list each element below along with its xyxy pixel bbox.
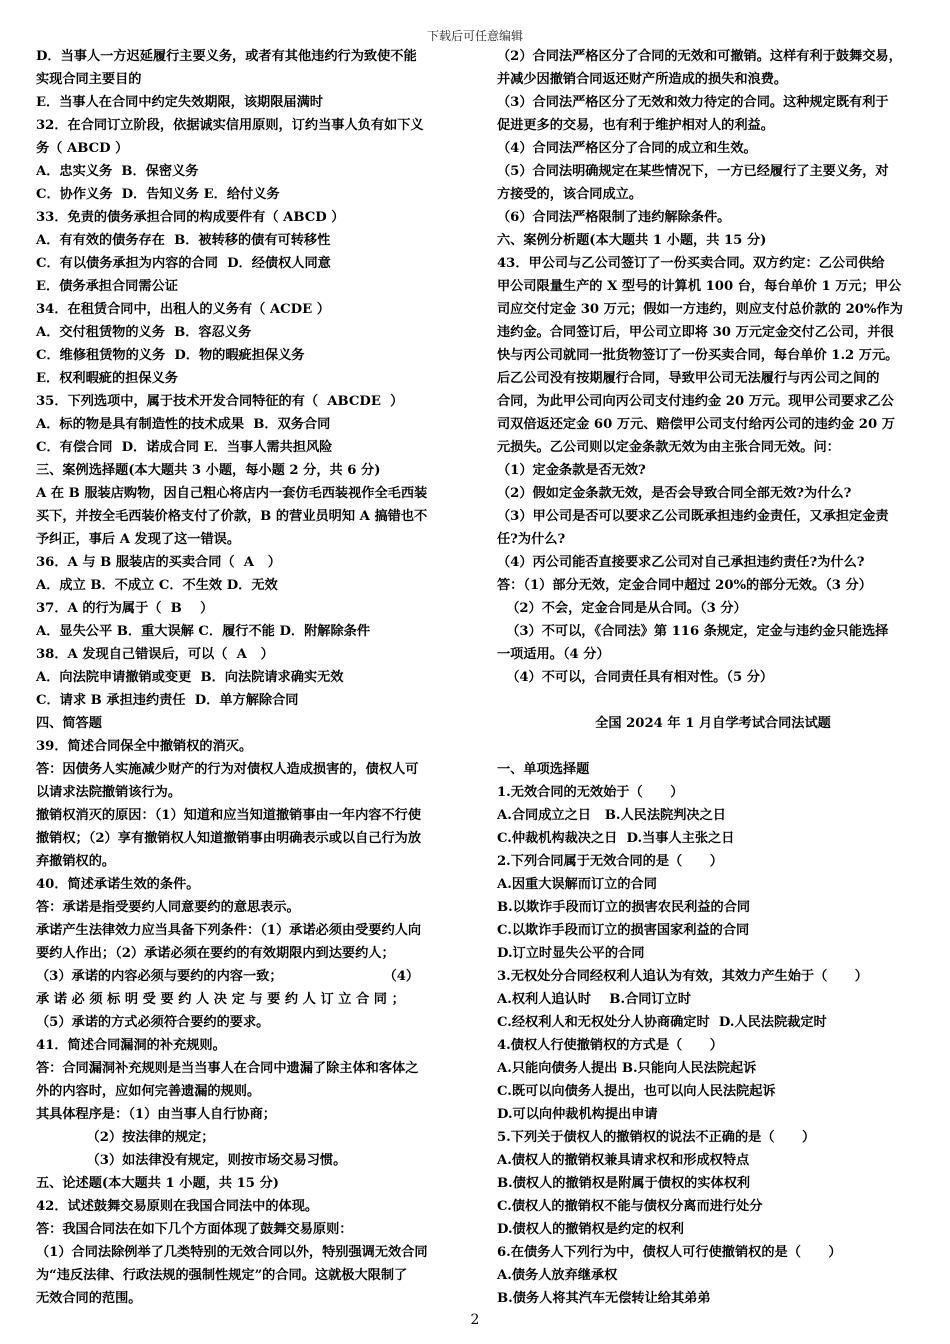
right-text-line: （5）合同法明确规定在某些情况下，一方已经履行了主要义务，对 (497, 164, 889, 179)
right-text-line: C.以欺诈手段而订立的损害国家利益的合同 (497, 923, 750, 938)
left-text-line: D．当事人一方迟延履行主要义务，或者有其他违约行为致使不能 (36, 49, 417, 64)
right-text-line: 违约金。合同签订后，甲公司立即将 30 万元定金交付乙公司，并很 (497, 325, 894, 340)
left-text-line: 要约人作出；（2）承诺必须在要约的有效期限内到达要约人； (36, 946, 395, 961)
left-text-line: 为“违反法律、行政法规的强制性规定”的合同。这就极大限制了 (36, 1268, 408, 1283)
right-text-line: B.债务人将其汽车无偿转让给其弟弟 (497, 1291, 711, 1306)
right-text-line: 6.在债务人下列行为中，债权人可行使撤销权的是（ ） (497, 1245, 842, 1260)
right-text-line: （3）甲公司是否可以要求乙公司既承担违约金责任，又承担定金责 (497, 509, 889, 524)
left-text-line: 外的内容时，应如何完善遗漏的规则。 (36, 1084, 261, 1099)
right-text-line: （2）假如定金条款无效，是否会导致合同全部无效?为什么? (497, 486, 852, 501)
right-text-line: （2）合同法严格区分了合同的无效和可撤销。这样有利于鼓舞交易， (497, 49, 902, 64)
left-text-line: C．维修租赁物的义务 D．物的暇疵担保义务 (36, 348, 305, 363)
right-text-line: C.仲裁机构裁决之日 D.当事人主张之日 (497, 831, 735, 846)
left-text-line: 务（ ABCD ） (36, 141, 129, 156)
left-text-line: 承 诺 必 须 标 明 受 要 约 人 决 定 与 要 约 人 订 立 合 同 ； (36, 992, 405, 1007)
right-text-line: （4）不可以，合同责任具有相对性。（5 分） (497, 670, 774, 685)
left-text-line: A．向法院申请撤销或变更 B．向法院请求确实无效 (36, 670, 344, 685)
right-text-line: （4）丙公司能否直接要求乙公司对自己承担违约责任?为什么? (497, 555, 865, 570)
right-text-line: 答：（1）部分无效，定金合同中超过 20%的部分无效。（3 分） (497, 578, 872, 593)
right-text-line: （3）不可以，《合同法》第 116 条规定，定金与违约金只能选择 (497, 624, 889, 639)
left-text-line: 40．简述承诺生效的条件。 (36, 877, 200, 892)
exam-title: 全国 2024 年 1 月自学考试合同法试题 (595, 716, 831, 731)
left-text-line: 无效合同的范围。 (36, 1291, 142, 1306)
right-text-line: D.债权人的撤销权是约定的权利 (497, 1222, 684, 1237)
left-text-line: C．协作义务 D．告知义务 E．给付义务 (36, 187, 280, 202)
right-text-line: A.债权人的撤销权兼具请求权和形成权特点 (497, 1153, 750, 1168)
right-text-line: 元损失。乙公司则以定金条款无效为由主张合同无效。问： (497, 440, 840, 455)
right-text-line: 4.债权人行使撤销权的方式是（ ） (497, 1038, 723, 1053)
left-text-line: （3）如法律没有规定，则按市场交易习惯。 (36, 1153, 347, 1168)
left-text-line: 36．A 与 B 服装店的买卖合同（ A ） (36, 555, 281, 570)
right-text-line: B.债权人的撤销权是附属于债权的实体权利 (497, 1176, 751, 1191)
right-text-line: （3）合同法严格区分了无效和效力待定的合同。这种规定既有利于 (497, 95, 889, 110)
left-text-line: 38．A 发现自己错误后，可以（ A ） (36, 647, 274, 662)
left-text-line: 撤销权；（2）享有撤销权人知道撤销事由明确表示或以自己行为放 (36, 831, 422, 846)
right-text-line: C.经权利人和无权处分人协商确定时 D.人民法院裁定时 (497, 1015, 827, 1030)
left-text-line: （1）合同法除例举了几类特别的无效合同以外，特别强调无效合同 (36, 1245, 428, 1260)
left-text-line: C．请求 B 承担违约责任 D．单方解除合同 (36, 693, 299, 708)
left-text-line: 买下，并按全毛西装价格支付了价款，B 的营业员明知 A 搞错也不 (36, 509, 428, 524)
left-text-line: 撤销权消灭的原因：（1）知道和应当知道撤销事由一年内容不行使 (36, 808, 422, 823)
right-text-line: 一项适用。（4 分） (497, 647, 610, 662)
left-text-line: 三、案例选择题(本大题共 3 小题，每小题 2 分，共 6 分) (36, 463, 381, 478)
right-text-line: 5.下列关于债权人的撤销权的说法不正确的是（ ） (497, 1130, 816, 1145)
left-text-line: 39．简述合同保全中撤销权的消灭。 (36, 739, 253, 754)
right-text-line: C.既可以向债务人提出，也可以向人民法院起诉 (497, 1084, 776, 1099)
right-text-line: D.订立时显失公平的合同 (497, 946, 645, 961)
right-text-line: 促进更多的交易，也有利于维护相对人的利益。 (497, 118, 774, 133)
right-text-line (497, 735, 929, 758)
right-text-line: 六、案例分析题(本大题共 1 小题，共 15 分) (497, 233, 767, 248)
right-text-line: 甲公司限量生产的 X 型号的计算机 100 台，每台单价 1 万元；甲公 (497, 279, 902, 294)
left-text-line: （5）承诺的方式必须符合要约的要求。 (36, 1015, 270, 1030)
left-text-line: A．成立 B．不成立 C．不生效 D．无效 (36, 578, 278, 593)
left-text-line: 以请求法院撤销该行为。 (36, 785, 182, 800)
left-text-line: 34．在租赁合同中，出租人的义务有（ ACDE ） (36, 302, 330, 317)
left-text-line: E．当事人在合同中约定失效期限，该期限届满时 (36, 95, 323, 110)
right-column (497, 45, 929, 1310)
right-text-line: 后乙公司没有按期履行合同，导致甲公司无法履行与丙公司之间的 (497, 371, 880, 386)
right-text-line: 3.无权处分合同经权利人追认为有效，其效力产生始于（ ） (497, 969, 868, 984)
left-text-line: A．标的物是具有制造性的技术成果 B．双务合同 (36, 417, 331, 432)
left-text-line: 答：因债务人实施减少财产的行为对债权人造成损害的，债权人可 (36, 762, 419, 777)
right-text-line: 合同，为此甲公司向丙公司支付违约金 20 万元。现甲公司要求乙公 (497, 394, 894, 409)
page-header: 下载后可任意编辑 (426, 29, 523, 43)
left-text-line: 四、简答题 (36, 716, 102, 731)
right-text-line: 43．甲公司与乙公司签订了一份买卖合同。双方约定：乙公司供给 (497, 256, 885, 271)
left-column (36, 45, 466, 1310)
right-text-line: A.权利人追认时 B.合同订立时 (497, 992, 691, 1007)
left-text-line: 其具体程序是：（1）由当事人自行协商； (36, 1107, 276, 1122)
left-text-line: （2）按法律的规定； (36, 1130, 215, 1145)
right-text-line: 任?为什么? (497, 532, 566, 547)
left-text-line: 42．试述鼓舞交易原则在我国合同法中的体现。 (36, 1199, 319, 1214)
right-text-line: 1.无效合同的无效始于（ ） (497, 785, 684, 800)
page-number: 2 (470, 1312, 480, 1328)
right-text-line: 司应交付定金 30 万元；假如一方违约，则应支付总价款的 20%作为 (497, 302, 903, 317)
right-text-line: D.可以向仲裁机构提出申请 (497, 1107, 658, 1122)
left-text-line: A．忠实义务 B．保密义务 (36, 164, 199, 179)
left-text-line: A．交付租赁物的义务 B．容忍义务 (36, 325, 252, 340)
left-text-line: 32．在合同订立阶段，依据诚实信用原则，订约当事人负有如下义 (36, 118, 424, 133)
left-text-line: C．有偿合同 D．诺成合同 E．当事人需共担风险 (36, 440, 333, 455)
left-text-line: 答：合同漏洞补充规则是当当事人在合同中遗漏了除主体和客体之 (36, 1061, 419, 1076)
right-text-line: 2.下列合同属于无效合同的是（ ） (497, 854, 723, 869)
right-text-line: A.合同成立之日 B.人民法院判决之日 (497, 808, 726, 823)
right-text-line: A.因重大误解而订立的合同 (497, 877, 657, 892)
left-text-line: 弃撤销权的。 (36, 854, 116, 869)
left-text-line: C．有以债务承担为内容的合同 D．经债权人同意 (36, 256, 331, 271)
left-text-line: A．显失公平 B．重大误解 C．履行不能 D．附解除条件 (36, 624, 371, 639)
left-text-line: E．债务承担合同需公证 (36, 279, 178, 294)
left-text-line: 五、论述题(本大题共 1 小题，共 15 分) (36, 1176, 279, 1191)
right-text-line: A.只能向债务人提出 B.只能向人民法院起诉 (497, 1061, 757, 1076)
left-text-line: 35．下列选项中，属于技术开发合同特征的有（ ABCDE ） (36, 394, 404, 409)
right-text-line: （2）不会，定金合同是从合同。（3 分） (497, 601, 747, 616)
right-text-line: B.以欺诈手段而订立的损害农民利益的合同 (497, 900, 751, 915)
right-text-line (497, 689, 929, 712)
right-text-line: （4）合同法严格区分了合同的成立和生效。 (497, 141, 757, 156)
left-text-line: 答：承诺是指受要约人同意要约的意思表示。 (36, 900, 300, 915)
right-text-line: 司双倍返还定金 60 万元、赔偿甲公司支付给丙公司的违约金 20 万 (497, 417, 895, 432)
left-text-line: A．有有效的债务存在 B．被转移的债有可转移性 (36, 233, 331, 248)
left-text-line: A 在 B 服装店购物，因自己粗心将店内一套仿毛西装视作全毛西装 (36, 486, 428, 501)
left-text-line: 予纠正，事后 A 发现了这一错误。 (36, 532, 241, 547)
left-text-line: 41．简述合同漏洞的补充规则。 (36, 1038, 226, 1053)
left-text-line: 答：我国合同法在如下几个方面体现了鼓舞交易原则： (36, 1222, 353, 1237)
left-text-line: （3）承诺的内容必须与要约的内容一致； （4） (36, 969, 420, 984)
right-text-line: （6）合同法严格限制了违约解除条件。 (497, 210, 731, 225)
left-text-line: 实现合同主要目的 (36, 72, 142, 87)
right-text-line: 一、单项选择题 (497, 762, 590, 777)
right-text-line: C.债权人的撤销权不能与债权分离而进行处分 (497, 1199, 763, 1214)
right-text-line: 方接受的，该合同成立。 (497, 187, 643, 202)
right-text-line: 快与丙公司就同一批货物签订了一份买卖合同，每台单价 1.2 万元。 (497, 348, 899, 363)
right-text-line: 并减少因撤销合同返还财产所造成的损失和浪费。 (497, 72, 788, 87)
right-text-line: A.债务人放弃继承权 (497, 1268, 618, 1283)
left-text-line: 37．A 的行为属于（ B ） (36, 601, 214, 616)
left-text-line: 承诺产生法律效力应当具备下列条件：（1）承诺必须由受要约人向 (36, 923, 422, 938)
left-text-line: 33．免责的债务承担合同的构成要件有（ ABCD ） (36, 210, 345, 225)
left-text-line: E．权利暇疵的担保义务 (36, 371, 178, 386)
right-text-line: （1）定金条款是否无效? (497, 463, 646, 478)
